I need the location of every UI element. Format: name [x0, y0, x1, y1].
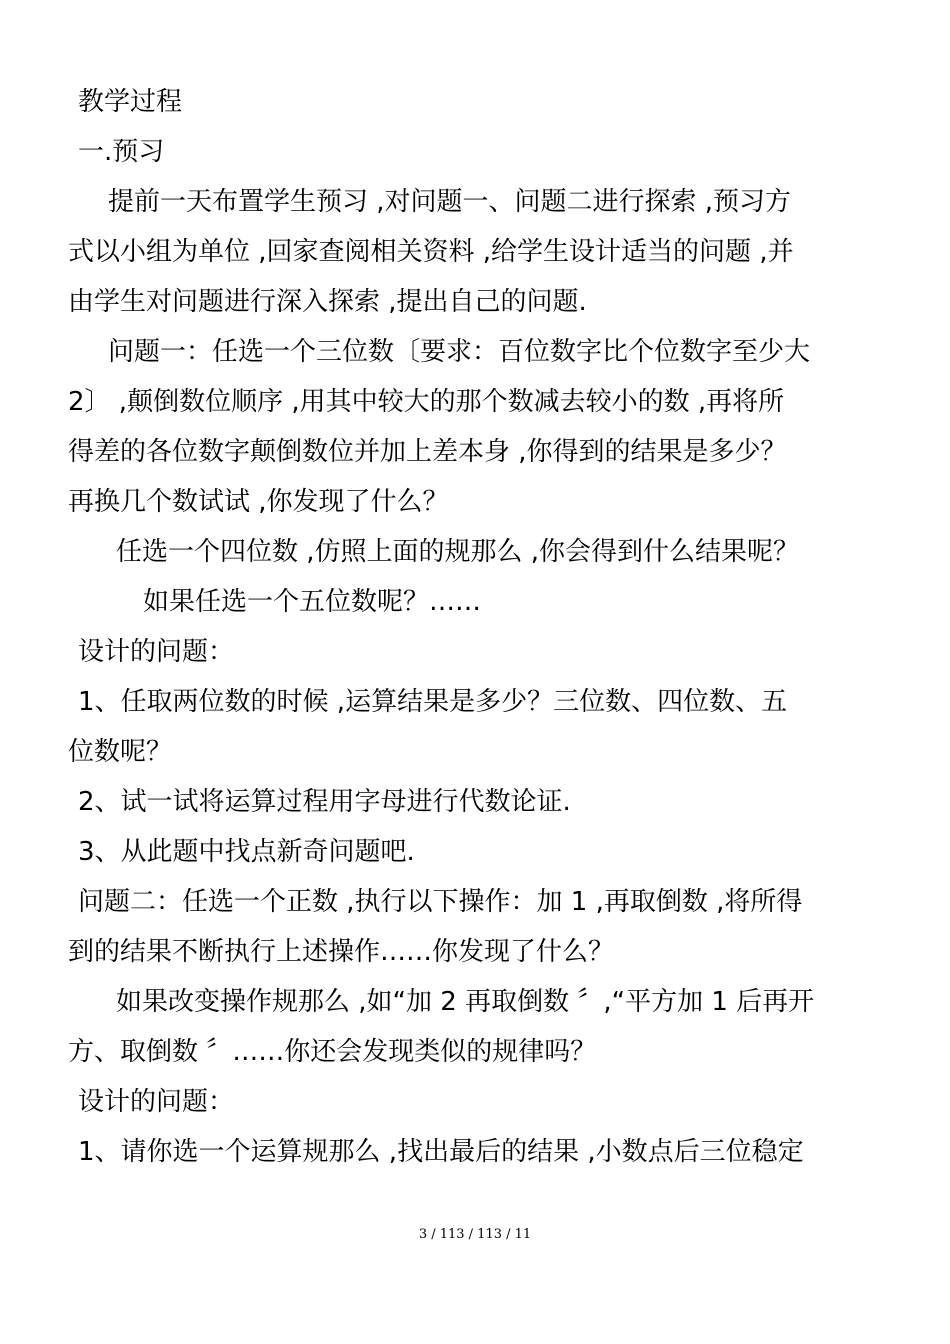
page-footer: 3 / 113 / 113 / 11: [418, 1227, 532, 1242]
design-item: 3、从此题中找点新奇问题吧.: [78, 837, 415, 867]
design-item: 1、请你选一个运算规那么 ,找出最后的结果 ,小数点后三位稳定: [78, 1137, 804, 1167]
problem-extension: 任选一个四位数 ,仿照上面的规那么 ,你会得到什么结果呢？: [116, 537, 800, 567]
design-label: 设计的问题：: [78, 637, 235, 667]
paragraph-line: 由学生对问题进行深入探索 ,提出自己的问题.: [68, 287, 587, 317]
design-label: 设计的问题：: [78, 1087, 235, 1117]
design-item: 位数呢？: [68, 737, 173, 767]
design-item: 1、任取两位数的时候 ,运算结果是多少？三位数、四位数、五: [78, 687, 788, 717]
problem-line: 到的结果不断执行上述操作……你发现了什么？: [68, 937, 615, 967]
problem-line: 再换几个数试试 ,你发现了什么？: [68, 487, 449, 517]
problem-extension: 方、取倒数 〞……你还会发现类似的规律吗？: [68, 1037, 597, 1067]
problem-line: 2〕 ,颠倒数位顺序 ,用其中较大的那个数减去较小的数 ,再将所: [68, 387, 785, 417]
subsection-heading: 一.预习: [78, 137, 165, 167]
section-title: 教学过程: [78, 87, 183, 117]
paragraph-line: 提前一天布置学生预习 ,对问题一、问题二进行探索 ,预习方: [108, 187, 792, 217]
paragraph-line: 式以小组为单位 ,回家查阅相关资料 ,给学生设计适当的问题 ,并: [68, 237, 794, 267]
problem-line: 得差的各位数字颠倒数位并加上差本身 ,你得到的结果是多少？: [68, 437, 787, 467]
problem-extension: 如果改变操作规那么 ,如“加 2 再取倒数 〞,“平方加 1 后再开: [116, 987, 815, 1017]
problem-line: 问题二：任选一个正数 ,执行以下操作：加 1 ,再取倒数 ,将所得: [78, 887, 803, 917]
problem-line: 问题一：任选一个三位数〔要求：百位数字比个位数字至少大: [108, 337, 811, 367]
problem-extension: 如果任选一个五位数呢？……: [143, 587, 482, 617]
design-item: 2、试一试将运算过程用字母进行代数论证.: [78, 787, 571, 817]
